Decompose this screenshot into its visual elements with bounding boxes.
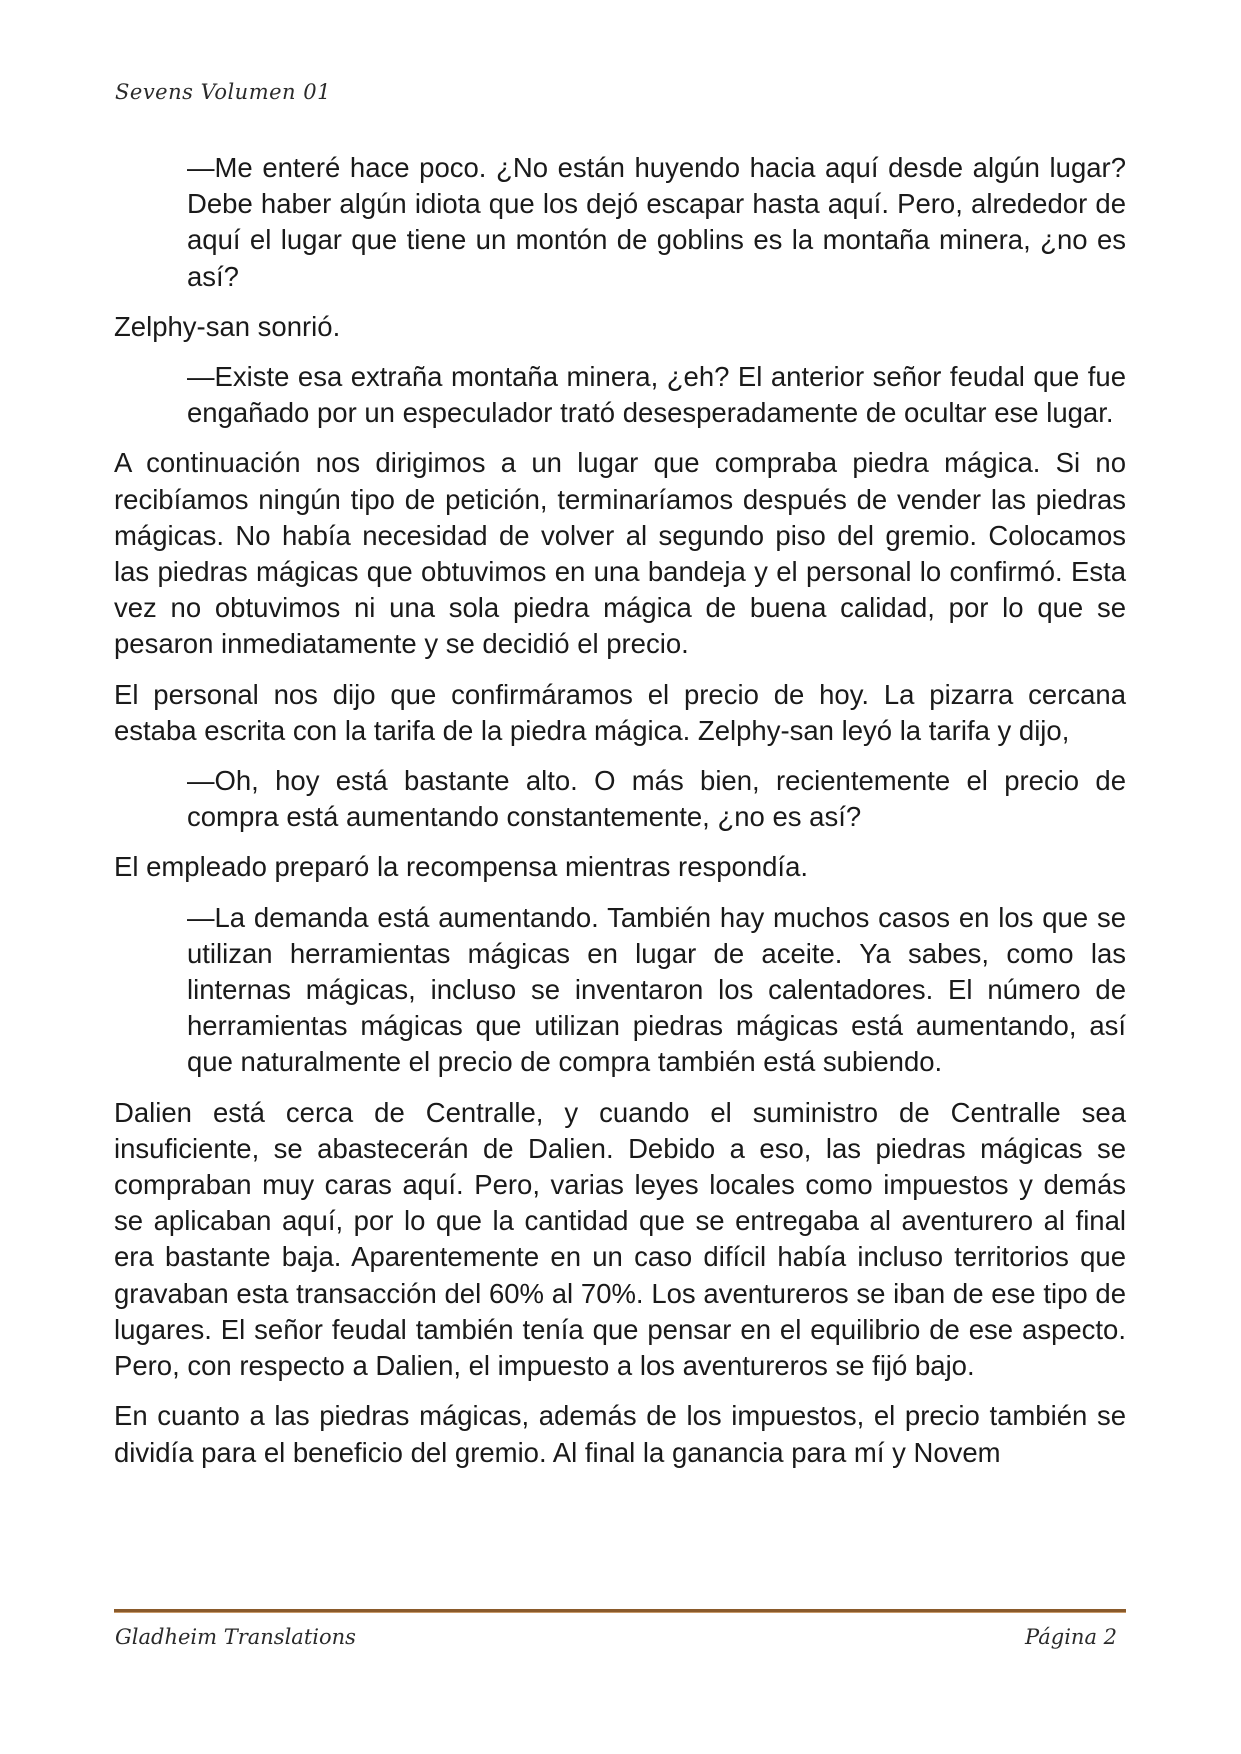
- paragraph: —Oh, hoy está bastante alto. O más bien, recientemente el precio de compra está aumentando constantemente, ¿no es así?: [187, 765, 1126, 833]
- paragraph: El personal nos dijo que confirmáramos el precio de hoy. La pizarra cercana estaba escrita con la tarifa de la piedra mágica. Zelphy-san leyó la tarifa y dijo,: [114, 678, 1126, 746]
- paragraph: —Existe esa extraña montaña minera, ¿eh? El anterior señor feudal que fue engañado por un especulador trató desesperadamente de ocultar ese lugar.: [187, 361, 1126, 429]
- footer-divider: [114, 1609, 1126, 1613]
- paragraph: —Me enteré hace poco. ¿No están huyendo hacia aquí desde algún lugar? Debe haber algún idiota que los dejó escapar hasta aquí. Pero, alrededor de aquí el lugar que tiene un montón de goblins es la montaña minera, ¿no es así?: [187, 152, 1126, 292]
- body-text: [114, 150, 1126, 1485]
- paragraph: En cuanto a las piedras mágicas, además de los impuestos, el precio también se dividía para el beneficio del gremio. Al final la ganancia para mí y Novem: [114, 1400, 1126, 1468]
- paragraph: Zelphy-san sonrió.: [114, 310, 341, 342]
- paragraph: El empleado preparó la recompensa mientras respondía.: [114, 851, 808, 883]
- paragraph: —La demanda está aumentando. También hay muchos casos en los que se utilizan herramientas mágicas en lugar de aceite. Ya sabes, como las linternas mágicas, incluso se inventaron los calentadores. El número de herramientas mágicas que utilizan piedras mágicas está aumentando, así que naturalmente el precio de compra también está subiendo.: [187, 901, 1126, 1078]
- footer-publisher: Gladheim Translations: [115, 1625, 356, 1649]
- running-header: Sevens Volumen 01: [115, 80, 331, 104]
- paragraph: Dalien está cerca de Centralle, y cuando el suministro de Centralle sea insuficiente, se abastecerán de Dalien. Debido a eso, las piedras mágicas se compraban muy caras aquí. Pero, varias leyes locales como impuestos y demás se aplicaban aquí, por lo que la cantidad que se entregaba al aventurero al final era bastante baja. Aparentemente en un caso difícil había incluso territorios que gravaban esta transacción del 60% al 70%. Los aventureros se iban de ese tipo de lugares. El señor feudal también tenía que pensar en el equilibrio de ese aspecto. Pero, con respecto a Dalien, el impuesto a los aventureros se fijó bajo.: [114, 1096, 1126, 1382]
- paragraph: A continuación nos dirigimos a un lugar que compraba piedra mágica. Si no recibíamos ningún tipo de petición, terminaríamos después de vender las piedras mágicas. No había necesidad de volver al segundo piso del gremio. Colocamos las piedras mágicas que obtuvimos en una bandeja y el personal lo confirmó. Esta vez no obtuvimos ni una sola piedra mágica de buena calidad, por lo que se pesaron inmediatamente y se decidió el precio.: [114, 447, 1126, 660]
- page-number: Página 2: [1025, 1625, 1117, 1649]
